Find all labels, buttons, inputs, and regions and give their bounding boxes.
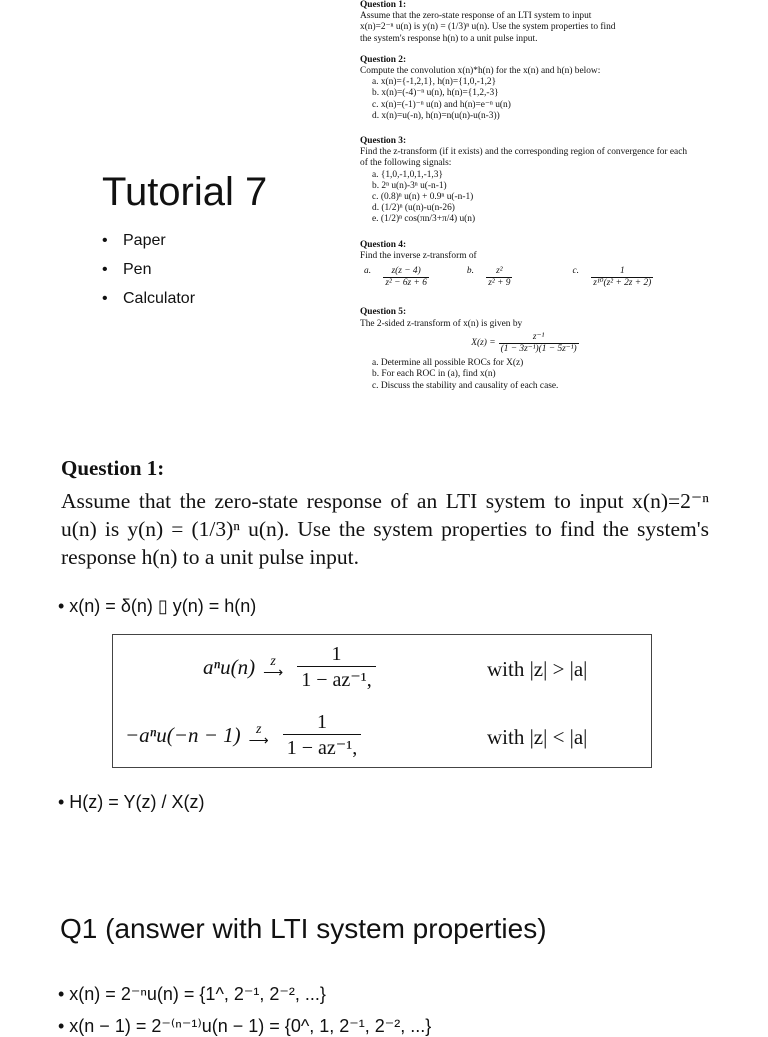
expr-a bbox=[364, 266, 429, 289]
question-item: a. x(n)={-1,2,1}, h(n)={1,0,-1,2} bbox=[372, 77, 497, 88]
xz-expression bbox=[360, 332, 690, 355]
numerator: 1 bbox=[331, 643, 342, 665]
expr-b bbox=[467, 266, 513, 289]
materials-item-label: Pen bbox=[123, 261, 152, 278]
denominator: z¹⁰(z² + 2z + 2) bbox=[593, 278, 652, 289]
bullet-dot: • bbox=[102, 232, 108, 249]
question-item: c. (0.8)ⁿ u(n) + 0.9ⁿ u(-n-1) bbox=[372, 192, 474, 203]
numerator: 1 bbox=[619, 266, 625, 277]
pair-row-causal bbox=[203, 643, 376, 692]
question-item: a. Determine all possible ROCs for X(z) bbox=[372, 358, 524, 369]
fraction bbox=[499, 332, 579, 355]
denominator: z² − 6z + 6 bbox=[385, 278, 427, 289]
expr-label: a. bbox=[364, 266, 372, 277]
question-item: c. Discuss the stability and causality of each case. bbox=[372, 380, 559, 391]
question-item: e. (1/2)ⁿ cos(πn/3+π/4) u(n) bbox=[372, 214, 476, 225]
question-item: a. {1,0,-1,0,1,-1,3} bbox=[372, 169, 443, 180]
expr-label: c. bbox=[572, 266, 579, 277]
numerator: 1 bbox=[317, 711, 327, 733]
materials-item bbox=[102, 255, 195, 284]
expr-label: b. bbox=[466, 266, 474, 277]
arrow-glyph: ⟶ bbox=[263, 665, 284, 681]
numerator: z⁻¹ bbox=[532, 331, 545, 342]
numerator: z(z − 4) bbox=[391, 266, 421, 277]
fraction bbox=[383, 266, 429, 289]
question-heading: Question 3: bbox=[360, 136, 407, 147]
question-items bbox=[372, 77, 690, 122]
expr-c bbox=[572, 266, 653, 289]
question-item: b. 2ⁿ u(n)-3ⁿ u(-n-1) bbox=[372, 180, 447, 191]
fraction bbox=[486, 266, 512, 289]
answer-section-title: Q1 (answer with LTI system properties) bbox=[60, 913, 547, 944]
fraction bbox=[283, 711, 362, 760]
fraction bbox=[591, 266, 653, 289]
bullet-dot: • bbox=[102, 261, 108, 278]
question-line: the system's response h(n) to a unit pulse input. bbox=[360, 33, 538, 44]
bullet-transfer-function: • H(z) = Y(z) / X(z) bbox=[58, 792, 205, 812]
question-item: d. (1/2)ⁿ (u(n)-u(n-26) bbox=[372, 203, 455, 214]
denominator: z² + 9 bbox=[488, 278, 511, 289]
denominator: 1 − az⁻¹, bbox=[297, 666, 376, 692]
xz-lhs: X(z) = bbox=[471, 337, 496, 348]
bullet-impulse-response: • x(n) = δ(n) ▯ y(n) = h(n) bbox=[58, 596, 257, 616]
materials-item-label: Calculator bbox=[123, 290, 196, 307]
denominator: 1 − az⁻¹, bbox=[283, 734, 362, 760]
materials-item bbox=[102, 284, 195, 313]
bullet-dot: • bbox=[102, 290, 108, 307]
arrow-glyph: ⟶ bbox=[248, 733, 269, 749]
tutorial-title: Tutorial 7 bbox=[102, 170, 268, 214]
arrow-z: z bbox=[270, 653, 276, 669]
question-item: b. For each ROC in (a), find x(n) bbox=[372, 369, 496, 380]
question-item: b. x(n)=(-4)⁻ⁿ u(n), h(n)={1,2,-3} bbox=[372, 88, 499, 99]
question-items bbox=[372, 170, 690, 226]
numerator: z² bbox=[496, 266, 503, 277]
question-heading: Question 2: bbox=[360, 54, 407, 65]
bullet-shifted-sequence: • x(n − 1) = 2⁻⁽ⁿ⁻¹⁾u(n − 1) = {0^, 1, 2⁻¹, 2⁻², ...} bbox=[58, 1016, 432, 1036]
question-items bbox=[372, 358, 690, 392]
question-item: c. x(n)=(-1)⁻ⁿ u(n) and h(n)=e⁻ⁿ u(n) bbox=[372, 99, 511, 110]
arrow-z: z bbox=[255, 721, 262, 737]
question-heading: Question 1: bbox=[360, 0, 407, 10]
materials-list bbox=[102, 226, 195, 313]
q1-heading: Question 1: bbox=[61, 456, 165, 480]
pair-lhs: aⁿu(n) bbox=[203, 655, 256, 679]
inverse-z-expressions bbox=[364, 266, 690, 289]
q1-text: Assume that the zero-state response of an LTI system to input x(n)=2⁻ⁿ u(n) is y(n) = (1/3)ⁿ u(n). Use the system properties to find the system's response h(n) to a unit pulse input. bbox=[61, 489, 709, 569]
pair-condition: with |z| > |a| bbox=[487, 657, 588, 681]
pair-row-anticausal bbox=[125, 711, 361, 760]
z-transform-pairs-box bbox=[112, 634, 652, 768]
question-heading: Question 5: bbox=[360, 307, 407, 318]
materials-item-label: Paper bbox=[123, 232, 166, 249]
fraction bbox=[297, 643, 376, 692]
denominator: (1 − 3z⁻¹)(1 − 5z⁻¹) bbox=[500, 344, 577, 355]
pair-condition: with |z| < |a| bbox=[487, 725, 588, 749]
pair-lhs: −aⁿu(−n − 1) bbox=[125, 723, 241, 747]
materials-item bbox=[102, 226, 195, 255]
question-intro: Find the inverse z-transform of bbox=[360, 250, 477, 261]
question-line: Assume that the zero-state response of an LTI system to input bbox=[360, 11, 592, 22]
tutorial-sheet bbox=[360, 0, 690, 392]
question-intro: Compute the convolution x(n)*h(n) for the x(n) and h(n) below: bbox=[360, 66, 601, 77]
question-line: x(n)=2⁻ⁿ u(n) is y(n) = (1/3)ⁿ u(n). Use the system properties to find bbox=[360, 22, 616, 33]
z-arrow bbox=[248, 721, 269, 749]
z-arrow bbox=[263, 653, 284, 681]
question-heading: Question 4: bbox=[360, 239, 407, 250]
question-intro: The 2-sided z-transform of x(n) is given by bbox=[360, 318, 523, 329]
question-item: d. x(n)=u(-n), h(n)=n(u(n)-u(n-3)) bbox=[372, 110, 500, 121]
bullet-input-sequence: • x(n) = 2⁻ⁿu(n) = {1^, 2⁻¹, 2⁻², ...} bbox=[58, 984, 326, 1004]
question-intro: Find the z-transform (if it exists) and the corresponding region of convergence for each of the following signals: bbox=[360, 147, 688, 169]
